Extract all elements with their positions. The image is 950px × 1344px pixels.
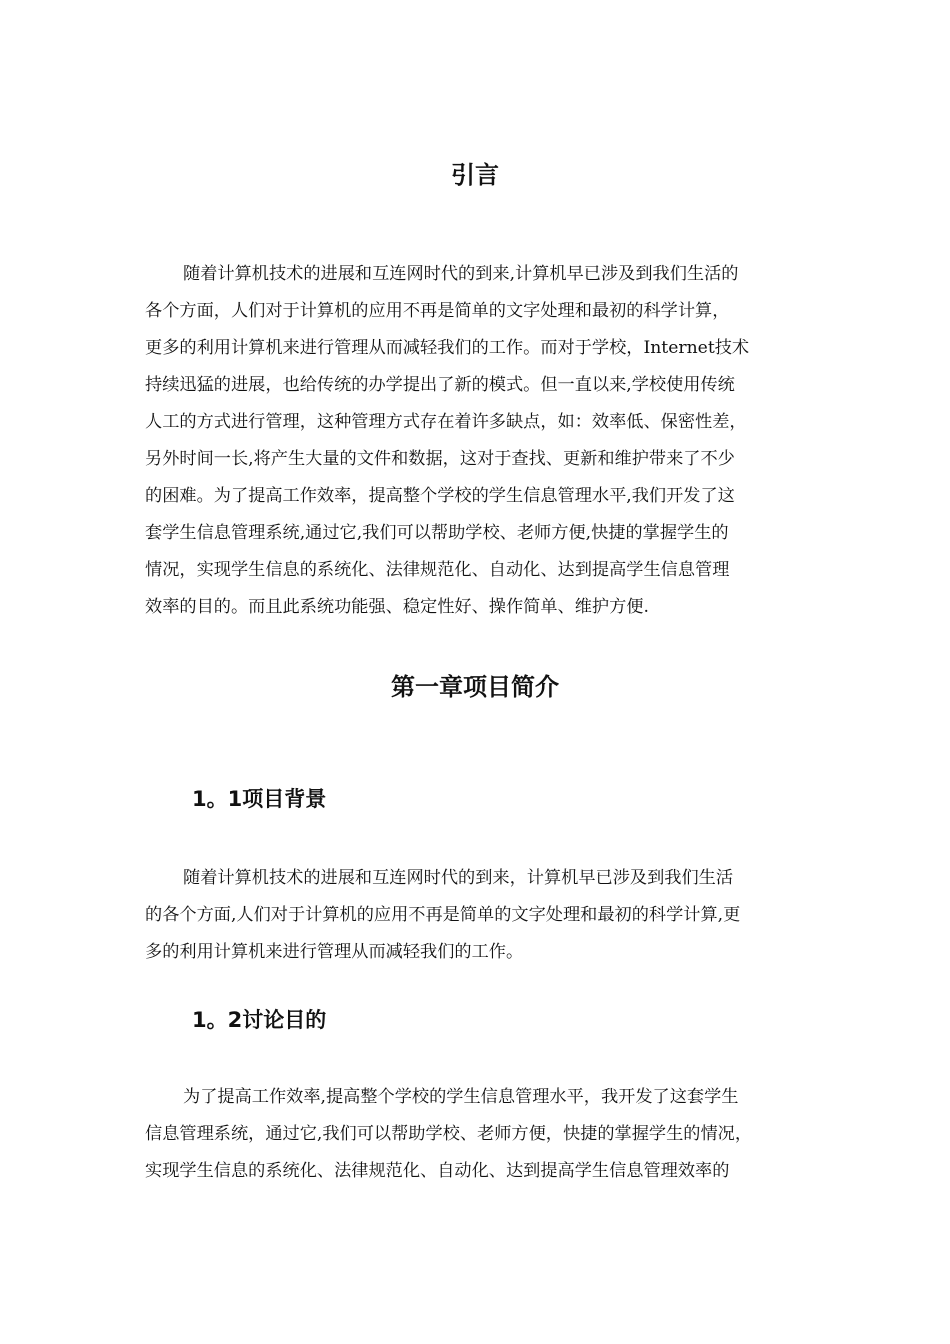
paragraph-line: 的各个方面,人们对于计算机的应用不再是简单的文字处理和最初的科学计算,更 (145, 905, 741, 925)
paragraph-line: 持续迅猛的进展，也给传统的办学提出了新的模式。但一直以来,学校使用传统 (145, 375, 735, 395)
paragraph-line: 更多的利用计算机来进行管理从而减轻我们的工作。而对于学校，Internet技术 (145, 338, 750, 358)
intro-paragraph (145, 256, 820, 626)
paragraph-line: 另外时间一长,将产生大量的文件和数据，这对于查找、更新和维护带来了不少 (145, 449, 735, 469)
paragraph-line: 各个方面，人们对于计算机的应用不再是简单的文字处理和最初的科学计算， (145, 301, 730, 321)
paragraph-line: 信息管理系统，通过它,我们可以帮助学校、老师方便，快捷的掌握学生的情况， (145, 1124, 753, 1144)
section-heading-purpose: 1。2讨论目的 (192, 1008, 327, 1032)
paragraph-line: 随着计算机技术的进展和互连网时代的到来，计算机早已涉及到我们生活 (183, 868, 734, 888)
section-purpose-paragraph (145, 1079, 820, 1190)
paragraph-line: 的困难。为了提高工作效率，提高整个学校的学生信息管理水平,我们开发了这 (145, 486, 735, 506)
intro-title: 引言 (451, 161, 499, 189)
paragraph-line: 套学生信息管理系统,通过它,我们可以帮助学校、老师方便,快捷的掌握学生的 (145, 523, 729, 543)
paragraph-line: 效率的目的。而且此系统功能强、稳定性好、操作简单、维护方便. (145, 597, 649, 617)
section-heading-background: 1。1项目背景 (192, 787, 327, 811)
paragraph-line: 人工的方式进行管理，这种管理方式存在着许多缺点，如：效率低、保密性差， (145, 412, 747, 432)
paragraph-line: 随着计算机技术的进展和互连网时代的到来,计算机早已涉及到我们生活的 (183, 264, 739, 284)
chapter-title: 第一章项目简介 (391, 673, 559, 701)
paragraph-line: 实现学生信息的系统化、法律规范化、自动化、达到提高学生信息管理效率的 (145, 1161, 730, 1181)
paragraph-line: 为了提高工作效率,提高整个学校的学生信息管理水平，我开发了这套学生 (183, 1087, 739, 1107)
paragraph-line: 情况，实现学生信息的系统化、法律规范化、自动化、达到提高学生信息管理 (145, 560, 730, 580)
section-background-paragraph (145, 860, 820, 971)
paragraph-line: 多的利用计算机来进行管理从而减轻我们的工作。 (145, 942, 524, 962)
